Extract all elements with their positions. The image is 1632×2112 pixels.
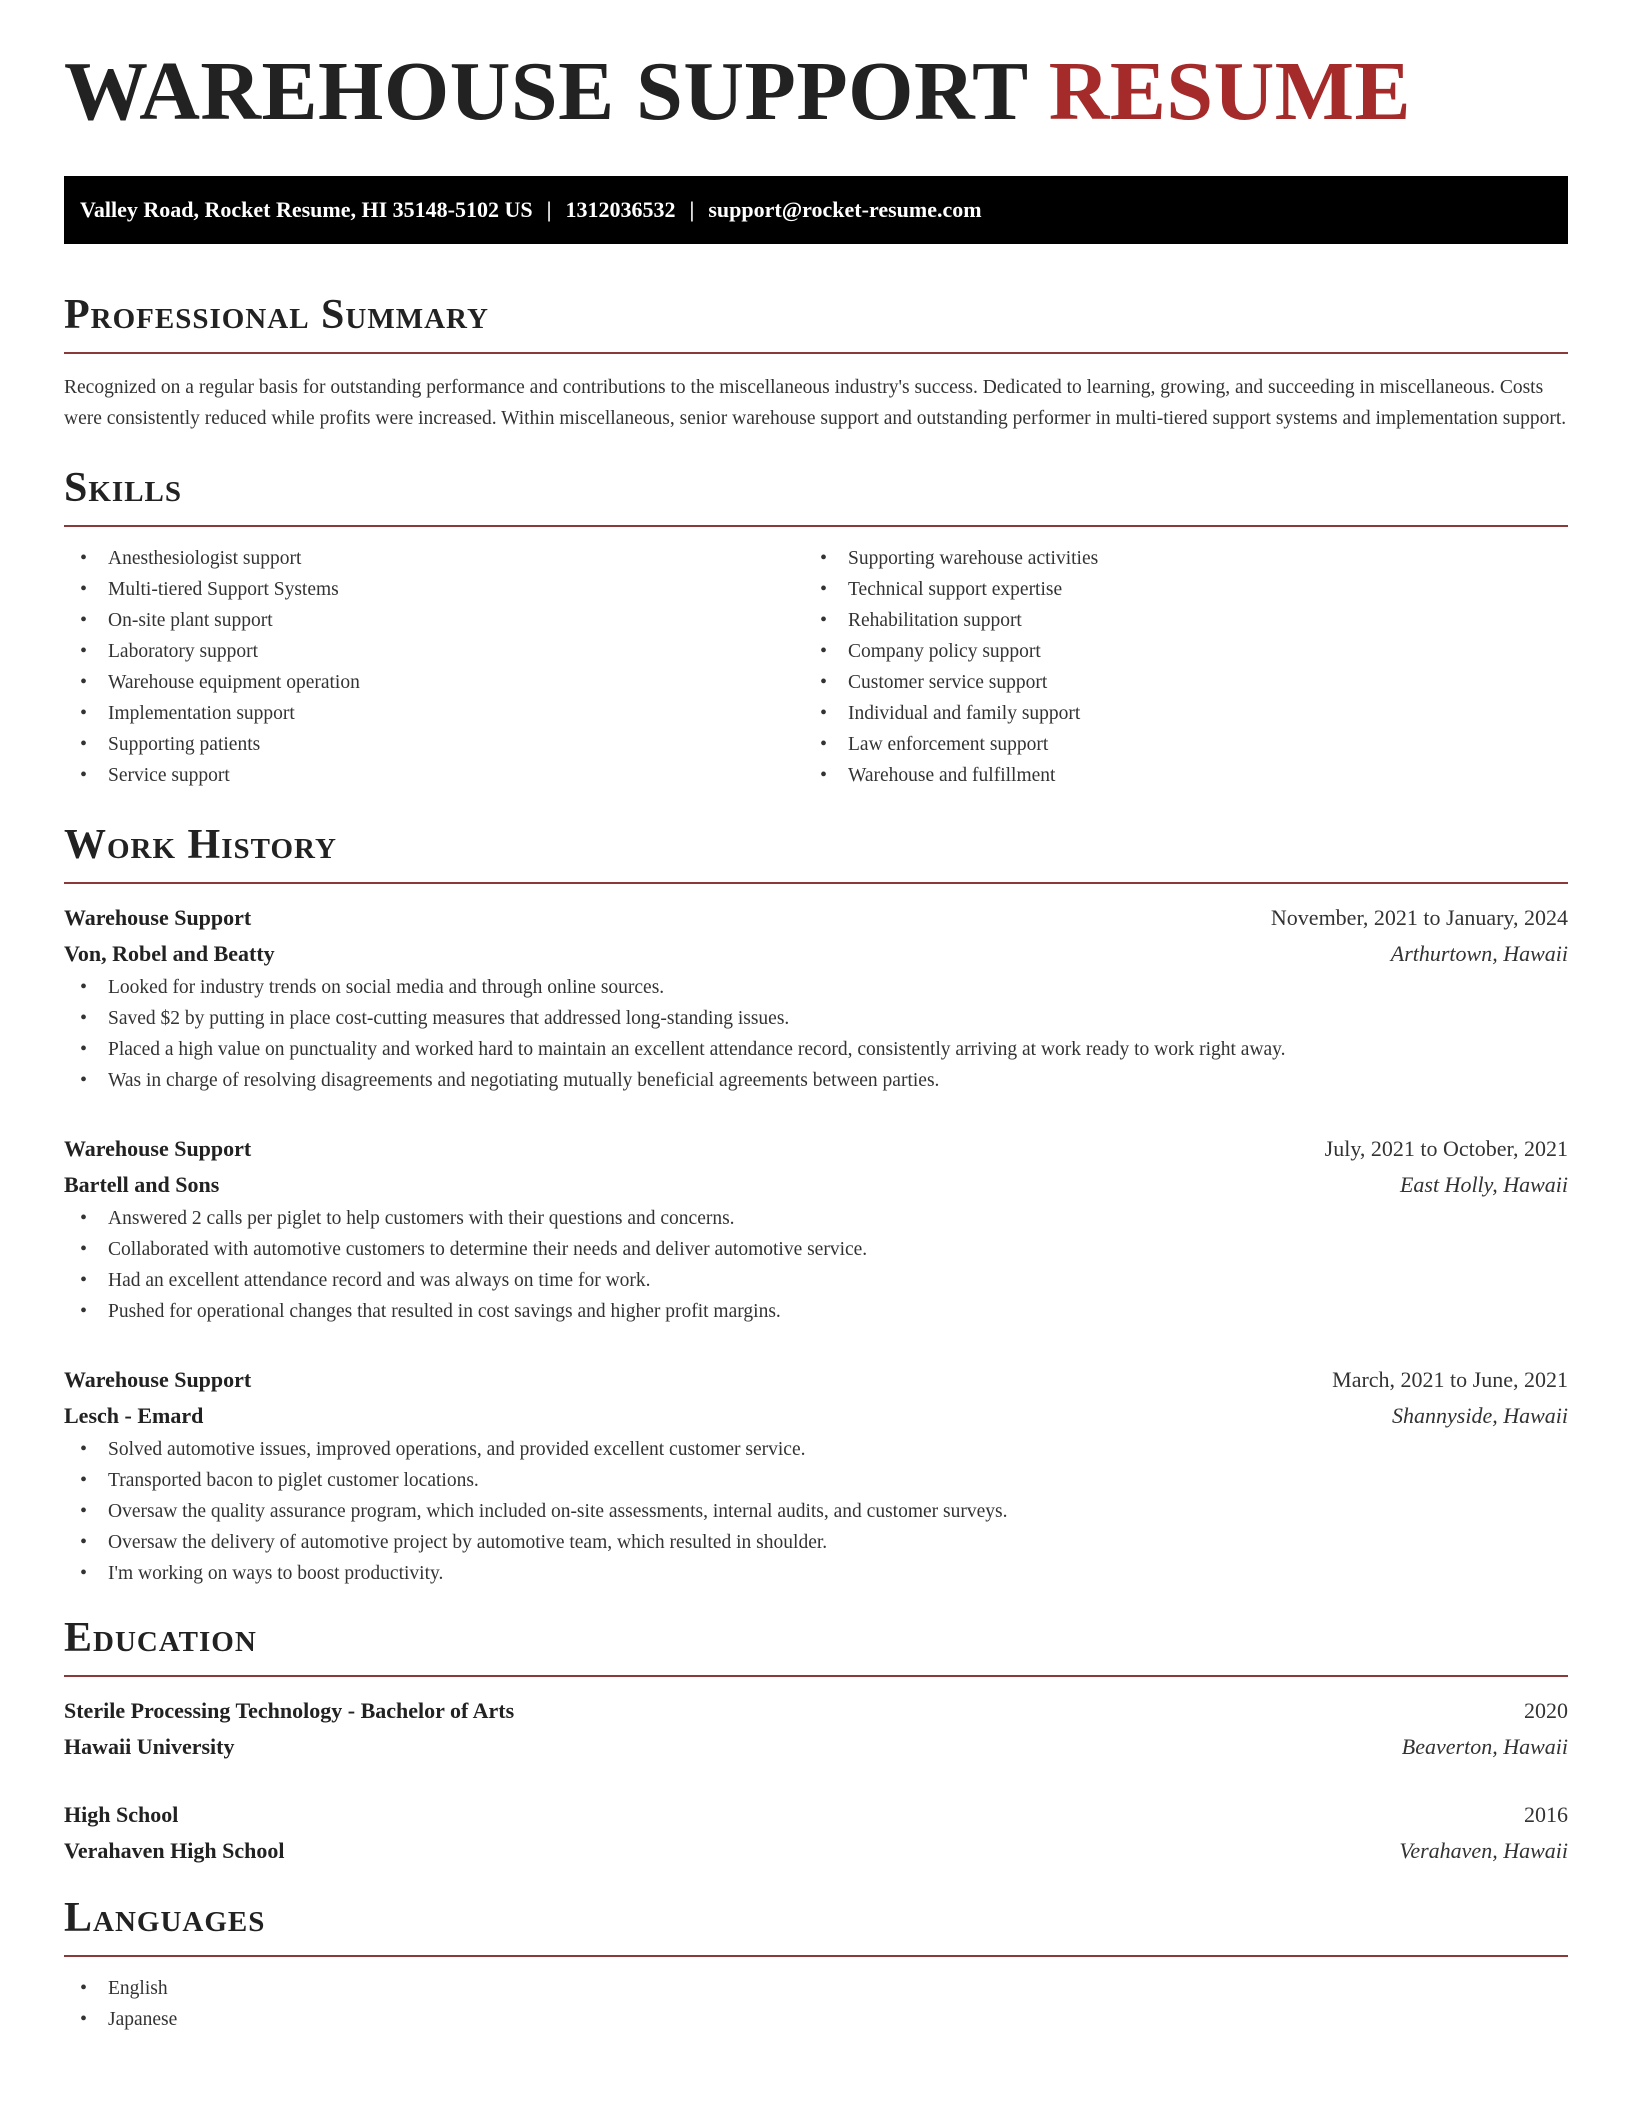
section-heading-skills: Skills <box>64 465 183 511</box>
education-section <box>64 1617 1568 1869</box>
education-location: Beaverton, Hawaii <box>1401 1734 1568 1759</box>
skill-item: • Law enforcement support <box>804 729 1544 760</box>
skill-item: • Laboratory support <box>64 636 804 667</box>
summary-section <box>64 294 1568 434</box>
skill-item: • Supporting patients <box>64 729 804 760</box>
skills-list-left <box>64 543 804 791</box>
job-duty-item: • I'm working on ways to boost productivity. <box>64 1558 1568 1589</box>
job-company: Bartell and Sons <box>64 1172 220 1197</box>
job-title: Warehouse Support <box>64 1136 252 1161</box>
job-duty-item: • Oversaw the delivery of automotive project by automotive team, which resulted in shoulder. <box>64 1527 1568 1558</box>
job-company-row <box>64 936 1568 972</box>
skills-section <box>64 467 1568 791</box>
language-item: • English <box>64 1973 1568 2004</box>
contact-address: Valley Road, Rocket Resume, HI 35148-5102 US <box>80 197 533 222</box>
skill-item: • Supporting warehouse activities <box>804 543 1544 574</box>
skill-item: • Individual and family support <box>804 698 1544 729</box>
languages-list <box>64 1973 1568 2035</box>
skill-item: • Technical support expertise <box>804 574 1544 605</box>
job-entry <box>64 1131 1568 1327</box>
job-duty-item: • Saved $2 by putting in place cost-cutting measures that addressed long-standing issues. <box>64 1003 1568 1034</box>
job-location: East Holly, Hawaii <box>1399 1172 1568 1197</box>
section-heading-work-history: Work History <box>64 822 337 868</box>
job-header <box>64 1362 1568 1398</box>
job-title: Warehouse Support <box>64 1367 252 1392</box>
skill-item: • Service support <box>64 760 804 791</box>
title-main: WAREHOUSE SUPPORT <box>64 45 1028 138</box>
skill-item: • Warehouse equipment operation <box>64 667 804 698</box>
job-duty-item: • Collaborated with automotive customers to determine their needs and deliver automotive service. <box>64 1234 1568 1265</box>
job-header <box>64 900 1568 936</box>
language-item: • Japanese <box>64 2004 1568 2035</box>
skill-item: • Customer service support <box>804 667 1544 698</box>
education-year: 2016 <box>1524 1802 1568 1827</box>
job-header <box>64 1131 1568 1167</box>
job-duty-item: • Transported bacon to piglet customer locations. <box>64 1465 1568 1496</box>
education-header <box>64 1693 1568 1729</box>
education-entry <box>64 1693 1568 1765</box>
education-entry <box>64 1797 1568 1869</box>
education-school-row <box>64 1729 1568 1765</box>
job-dates: March, 2021 to June, 2021 <box>1332 1367 1568 1392</box>
job-duty-item: • Answered 2 calls per piglet to help customers with their questions and concerns. <box>64 1203 1568 1234</box>
contact-separator: | <box>546 197 552 222</box>
job-duty-item: • Oversaw the quality assurance program, which included on-site assessments, internal audits, and customer surveys. <box>64 1496 1568 1527</box>
education-header <box>64 1797 1568 1833</box>
skill-item: • Multi-tiered Support Systems <box>64 574 804 605</box>
resume-title <box>64 0 1568 138</box>
job-title: Warehouse Support <box>64 905 252 930</box>
section-heading-languages: Languages <box>64 1895 266 1941</box>
skill-item: • Warehouse and fulfillment <box>804 760 1544 791</box>
job-duty-item: • Pushed for operational changes that resulted in cost savings and higher profit margins. <box>64 1296 1568 1327</box>
contact-separator: | <box>689 197 695 222</box>
skills-list-right <box>804 543 1544 791</box>
job-dates: July, 2021 to October, 2021 <box>1324 1136 1568 1161</box>
summary-text: Recognized on a regular basis for outstanding performance and contributions to the miscellaneous industry's success. Dedicated to learning, growing, and succeeding in miscellaneous. Costs were consistently reduced while profits were increased. Within miscellaneous, senior warehouse support and outstanding performer in multi-tiered support systems and implementation support. <box>64 377 1567 429</box>
job-company-row <box>64 1398 1568 1434</box>
contact-phone: 1312036532 <box>565 197 676 222</box>
education-degree: High School <box>64 1802 179 1827</box>
section-divider <box>64 525 1568 527</box>
skill-item: • Company policy support <box>804 636 1544 667</box>
job-duty-item: • Had an excellent attendance record and was always on time for work. <box>64 1265 1568 1296</box>
job-duty-item: • Was in charge of resolving disagreements and negotiating mutually beneficial agreements between parties. <box>64 1065 1568 1096</box>
title-accent: RESUME <box>1048 45 1412 138</box>
skill-item: • On-site plant support <box>64 605 804 636</box>
job-location: Arthurtown, Hawaii <box>1390 941 1568 966</box>
contact-email[interactable]: support@rocket-resume.com <box>708 197 982 222</box>
job-location: Shannyside, Hawaii <box>1392 1403 1568 1428</box>
education-degree: Sterile Processing Technology - Bachelor of Arts <box>64 1698 515 1723</box>
job-entry <box>64 900 1568 1096</box>
section-divider <box>64 882 1568 884</box>
job-dates: November, 2021 to January, 2024 <box>1270 905 1568 930</box>
contact-bar <box>64 176 1568 244</box>
job-duty-item: • Placed a high value on punctuality and worked hard to maintain an excellent attendance record, consistently arriving at work ready to work right away. <box>64 1034 1568 1065</box>
job-duty-item: • Solved automotive issues, improved operations, and provided excellent customer service. <box>64 1434 1568 1465</box>
section-divider <box>64 1675 1568 1677</box>
skill-item: • Anesthesiologist support <box>64 543 804 574</box>
skill-item: • Rehabilitation support <box>804 605 1544 636</box>
section-divider <box>64 352 1568 354</box>
education-location: Verahaven, Hawaii <box>1399 1838 1568 1863</box>
languages-section <box>64 1897 1568 2035</box>
job-duty-item: • Looked for industry trends on social media and through online sources. <box>64 972 1568 1003</box>
job-duties <box>64 972 1568 1096</box>
section-heading-summary: Professional Summary <box>64 292 489 338</box>
skill-item: • Implementation support <box>64 698 804 729</box>
education-school: Hawaii University <box>64 1734 235 1759</box>
section-divider <box>64 1955 1568 1957</box>
job-duties <box>64 1203 1568 1327</box>
education-school: Verahaven High School <box>64 1838 285 1863</box>
section-heading-education: Education <box>64 1615 257 1661</box>
job-duties <box>64 1434 1568 1589</box>
education-school-row <box>64 1833 1568 1869</box>
job-company: Lesch - Emard <box>64 1403 204 1428</box>
job-company-row <box>64 1167 1568 1203</box>
job-entry <box>64 1362 1568 1589</box>
job-company: Von, Robel and Beatty <box>64 941 275 966</box>
skills-columns <box>64 543 1568 791</box>
work-history-section <box>64 824 1568 1589</box>
education-year: 2020 <box>1524 1698 1568 1723</box>
